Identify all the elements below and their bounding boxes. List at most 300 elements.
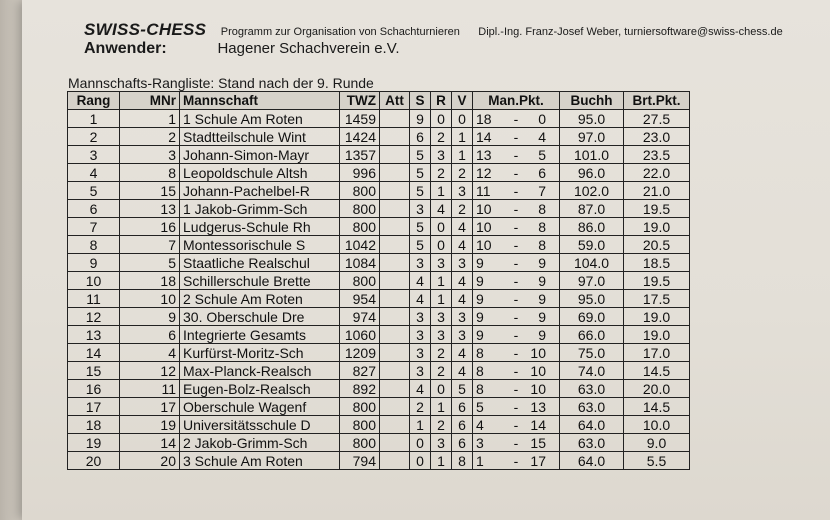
cell-r: 3 [431, 434, 452, 452]
cell-s: 3 [410, 344, 431, 362]
cell-brt: 23.5 [624, 146, 690, 164]
cell-att [380, 308, 410, 326]
cell-r: 1 [431, 398, 452, 416]
cell-twz: 800 [340, 416, 380, 434]
match-points-against: 14 [530, 416, 546, 433]
cell-att [380, 326, 410, 344]
match-points-sep: - [513, 182, 519, 199]
match-points-sep: - [513, 128, 519, 145]
match-points-sep: - [513, 344, 519, 361]
table-row [68, 110, 690, 128]
cell-rang: 17 [68, 398, 120, 416]
cell-team: Johann-Simon-Mayr [180, 146, 340, 164]
cell-mnr: 2 [120, 128, 180, 146]
match-points-for: 10 [476, 200, 492, 217]
match-points-sep: - [513, 272, 519, 289]
cell-buchh: 63.0 [560, 434, 624, 452]
cell-twz: 892 [340, 380, 380, 398]
match-points-for: 14 [476, 128, 492, 145]
cell-team: 3 Schule Am Roten [180, 452, 340, 470]
match-points-against: 4 [538, 128, 546, 145]
cell-buchh: 74.0 [560, 362, 624, 380]
match-points-sep: - [513, 308, 519, 325]
match-points-sep: - [513, 218, 519, 235]
table-row [68, 452, 690, 470]
cell-r: 1 [431, 182, 452, 200]
cell-r: 0 [431, 380, 452, 398]
cell-rang: 12 [68, 308, 120, 326]
cell-r: 3 [431, 254, 452, 272]
cell-buchh: 97.0 [560, 272, 624, 290]
match-points-against: 0 [538, 110, 546, 127]
cell-r: 1 [431, 452, 452, 470]
cell-v: 6 [452, 398, 473, 416]
table-body [68, 110, 690, 470]
cell-mnr: 6 [120, 326, 180, 344]
cell-buchh: 97.0 [560, 128, 624, 146]
cell-team: Staatliche Realschul [180, 254, 340, 272]
cell-rang: 7 [68, 218, 120, 236]
col-twz: TWZ [340, 92, 380, 110]
cell-s: 5 [410, 182, 431, 200]
user-label: Anwender: [84, 40, 167, 57]
cell-mnr: 7 [120, 236, 180, 254]
cell-v: 6 [452, 416, 473, 434]
table-row [68, 236, 690, 254]
match-points-sep: - [513, 164, 519, 181]
cell-buchh: 96.0 [560, 164, 624, 182]
cell-team: Montessorischule S [180, 236, 340, 254]
table-row [68, 218, 690, 236]
match-points-against: 13 [530, 398, 546, 415]
match-points-against: 9 [538, 326, 546, 343]
match-points-for: 12 [476, 164, 492, 181]
cell-v: 5 [452, 380, 473, 398]
program-subtitle: Programm zur Organisation von Schachturnieren [220, 26, 460, 38]
match-points-for: 9 [476, 326, 484, 343]
cell-brt: 17.0 [624, 344, 690, 362]
match-points-against: 17 [530, 452, 546, 469]
cell-buchh: 59.0 [560, 236, 624, 254]
cell-mnr: 15 [120, 182, 180, 200]
cell-twz: 1209 [340, 344, 380, 362]
cell-rang: 4 [68, 164, 120, 182]
table-row [68, 362, 690, 380]
cell-team: Universitätsschule D [180, 416, 340, 434]
cell-twz: 954 [340, 290, 380, 308]
cell-twz: 1459 [340, 110, 380, 128]
cell-twz: 800 [340, 272, 380, 290]
cell-match-points [473, 128, 560, 146]
cell-team: 1 Jakob-Grimm-Sch [180, 200, 340, 218]
cell-v: 3 [452, 254, 473, 272]
cell-s: 5 [410, 146, 431, 164]
cell-s: 3 [410, 326, 431, 344]
cell-match-points [473, 200, 560, 218]
match-points-sep: - [513, 362, 519, 379]
cell-brt: 19.5 [624, 200, 690, 218]
match-points-for: 8 [476, 362, 484, 379]
cell-mnr: 5 [120, 254, 180, 272]
cell-r: 2 [431, 344, 452, 362]
cell-att [380, 398, 410, 416]
cell-rang: 15 [68, 362, 120, 380]
match-points-for: 1 [476, 452, 484, 469]
cell-v: 4 [452, 218, 473, 236]
cell-match-points [473, 218, 560, 236]
cell-s: 5 [410, 164, 431, 182]
cell-mnr: 16 [120, 218, 180, 236]
cell-r: 0 [431, 110, 452, 128]
cell-team: Oberschule Wagenf [180, 398, 340, 416]
cell-buchh: 102.0 [560, 182, 624, 200]
cell-att [380, 200, 410, 218]
cell-s: 4 [410, 290, 431, 308]
table-row [68, 290, 690, 308]
cell-brt: 14.5 [624, 398, 690, 416]
cell-rang: 16 [68, 380, 120, 398]
cell-rang: 11 [68, 290, 120, 308]
ranking-table [67, 91, 690, 470]
cell-mnr: 13 [120, 200, 180, 218]
cell-rang: 20 [68, 452, 120, 470]
cell-rang: 5 [68, 182, 120, 200]
cell-r: 0 [431, 236, 452, 254]
match-points-for: 13 [476, 146, 492, 163]
cell-match-points [473, 272, 560, 290]
cell-mnr: 12 [120, 362, 180, 380]
cell-v: 3 [452, 326, 473, 344]
cell-att [380, 380, 410, 398]
match-points-sep: - [513, 146, 519, 163]
cell-mnr: 18 [120, 272, 180, 290]
cell-att [380, 218, 410, 236]
match-points-sep: - [513, 200, 519, 217]
cell-brt: 5.5 [624, 452, 690, 470]
cell-match-points [473, 326, 560, 344]
match-points-for: 9 [476, 272, 484, 289]
cell-team: Eugen-Bolz-Realsch [180, 380, 340, 398]
table-row [68, 128, 690, 146]
cell-team: Schillerschule Brette [180, 272, 340, 290]
cell-mnr: 9 [120, 308, 180, 326]
col-att: Att [380, 92, 410, 110]
match-points-sep: - [513, 110, 519, 127]
match-points-for: 9 [476, 290, 484, 307]
cell-rang: 14 [68, 344, 120, 362]
cell-brt: 21.0 [624, 182, 690, 200]
cell-mnr: 17 [120, 398, 180, 416]
table-row [68, 308, 690, 326]
cell-s: 5 [410, 236, 431, 254]
col-r: R [431, 92, 452, 110]
match-points-against: 10 [530, 362, 546, 379]
table-row [68, 326, 690, 344]
match-points-against: 5 [538, 146, 546, 163]
match-points-for: 8 [476, 344, 484, 361]
cell-buchh: 69.0 [560, 308, 624, 326]
cell-team: Integrierte Gesamts [180, 326, 340, 344]
table-row [68, 272, 690, 290]
match-points-against: 7 [538, 182, 546, 199]
match-points-against: 15 [530, 434, 546, 451]
cell-brt: 27.5 [624, 110, 690, 128]
cell-s: 3 [410, 200, 431, 218]
cell-r: 4 [431, 200, 452, 218]
match-points-for: 3 [476, 434, 484, 451]
cell-v: 6 [452, 434, 473, 452]
cell-rang: 8 [68, 236, 120, 254]
cell-v: 3 [452, 182, 473, 200]
match-points-against: 9 [538, 272, 546, 289]
cell-att [380, 146, 410, 164]
cell-team: Johann-Pachelbel-R [180, 182, 340, 200]
cell-rang: 13 [68, 326, 120, 344]
cell-att [380, 362, 410, 380]
cell-buchh: 64.0 [560, 452, 624, 470]
cell-v: 4 [452, 272, 473, 290]
match-points-against: 10 [530, 344, 546, 361]
table-row [68, 254, 690, 272]
cell-r: 2 [431, 362, 452, 380]
cell-buchh: 63.0 [560, 398, 624, 416]
match-points-sep: - [513, 254, 519, 271]
table-row [68, 146, 690, 164]
cell-rang: 1 [68, 110, 120, 128]
cell-brt: 19.0 [624, 326, 690, 344]
cell-brt: 19.0 [624, 308, 690, 326]
cell-match-points [473, 254, 560, 272]
table-row [68, 344, 690, 362]
col-s: S [410, 92, 431, 110]
cell-buchh: 64.0 [560, 416, 624, 434]
cell-s: 0 [410, 452, 431, 470]
cell-buchh: 75.0 [560, 344, 624, 362]
match-points-sep: - [513, 236, 519, 253]
col-rang: Rang [68, 92, 120, 110]
table-row [68, 398, 690, 416]
cell-v: 1 [452, 128, 473, 146]
cell-r: 2 [431, 164, 452, 182]
cell-s: 5 [410, 218, 431, 236]
user-name: Hagener Schachverein e.V. [217, 40, 400, 57]
cell-team: 2 Jakob-Grimm-Sch [180, 434, 340, 452]
cell-s: 3 [410, 362, 431, 380]
cell-match-points [473, 398, 560, 416]
match-points-sep: - [513, 380, 519, 397]
cell-rang: 19 [68, 434, 120, 452]
col-brt: Brt.Pkt. [624, 92, 690, 110]
cell-twz: 1084 [340, 254, 380, 272]
cell-att [380, 164, 410, 182]
match-points-sep: - [513, 290, 519, 307]
cell-team: Max-Planck-Realsch [180, 362, 340, 380]
match-points-for: 9 [476, 254, 484, 271]
cell-match-points [473, 146, 560, 164]
cell-rang: 3 [68, 146, 120, 164]
cell-mnr: 10 [120, 290, 180, 308]
cell-twz: 800 [340, 218, 380, 236]
cell-twz: 800 [340, 182, 380, 200]
cell-brt: 23.0 [624, 128, 690, 146]
cell-v: 1 [452, 146, 473, 164]
cell-mnr: 11 [120, 380, 180, 398]
cell-r: 1 [431, 272, 452, 290]
match-points-against: 8 [538, 200, 546, 217]
cell-att [380, 182, 410, 200]
cell-buchh: 104.0 [560, 254, 624, 272]
match-points-against: 8 [538, 236, 546, 253]
cell-mnr: 14 [120, 434, 180, 452]
table-row [68, 164, 690, 182]
cell-mnr: 8 [120, 164, 180, 182]
cell-s: 0 [410, 434, 431, 452]
cell-team: Kurfürst-Moritz-Sch [180, 344, 340, 362]
match-points-for: 11 [476, 182, 491, 199]
cell-buchh: 66.0 [560, 326, 624, 344]
cell-brt: 10.0 [624, 416, 690, 434]
cell-rang: 6 [68, 200, 120, 218]
cell-v: 2 [452, 200, 473, 218]
match-points-for: 10 [476, 236, 492, 253]
cell-twz: 1424 [340, 128, 380, 146]
cell-s: 4 [410, 380, 431, 398]
cell-rang: 10 [68, 272, 120, 290]
match-points-against: 9 [538, 308, 546, 325]
match-points-sep: - [513, 434, 519, 451]
cell-att [380, 434, 410, 452]
cell-buchh: 101.0 [560, 146, 624, 164]
cell-s: 2 [410, 398, 431, 416]
cell-buchh: 95.0 [560, 290, 624, 308]
table-row [68, 416, 690, 434]
cell-buchh: 95.0 [560, 110, 624, 128]
cell-brt: 20.5 [624, 236, 690, 254]
match-points-for: 5 [476, 398, 484, 415]
cell-att [380, 128, 410, 146]
cell-brt: 17.5 [624, 290, 690, 308]
cell-s: 9 [410, 110, 431, 128]
user-line [84, 40, 400, 58]
cell-team: Stadtteilschule Wint [180, 128, 340, 146]
cell-att [380, 110, 410, 128]
cell-rang: 9 [68, 254, 120, 272]
cell-att [380, 344, 410, 362]
cell-twz: 1357 [340, 146, 380, 164]
cell-team: Leopoldschule Altsh [180, 164, 340, 182]
cell-brt: 20.0 [624, 380, 690, 398]
match-points-for: 10 [476, 218, 492, 235]
cell-s: 3 [410, 254, 431, 272]
col-mp: Man.Pkt. [473, 92, 560, 110]
cell-v: 4 [452, 362, 473, 380]
document-header [84, 20, 783, 40]
cell-match-points [473, 344, 560, 362]
author-info: Dipl.-Ing. Franz-Josef Weber, turniersoftware@swiss-chess.de [478, 26, 783, 38]
cell-brt: 22.0 [624, 164, 690, 182]
match-points-against: 6 [538, 164, 546, 181]
match-points-against: 10 [530, 380, 546, 397]
cell-brt: 19.0 [624, 218, 690, 236]
cell-s: 3 [410, 308, 431, 326]
cell-twz: 1060 [340, 326, 380, 344]
col-mnr: MNr [120, 92, 180, 110]
cell-v: 4 [452, 290, 473, 308]
cell-team: 2 Schule Am Roten [180, 290, 340, 308]
cell-brt: 18.5 [624, 254, 690, 272]
cell-twz: 974 [340, 308, 380, 326]
cell-r: 0 [431, 218, 452, 236]
cell-twz: 800 [340, 434, 380, 452]
col-team: Mannschaft [180, 92, 340, 110]
cell-match-points [473, 452, 560, 470]
table-row [68, 200, 690, 218]
cell-v: 4 [452, 344, 473, 362]
cell-mnr: 19 [120, 416, 180, 434]
cell-att [380, 254, 410, 272]
cell-twz: 1042 [340, 236, 380, 254]
cell-rang: 2 [68, 128, 120, 146]
cell-att [380, 272, 410, 290]
cell-match-points [473, 434, 560, 452]
match-points-sep: - [513, 452, 519, 469]
cell-twz: 827 [340, 362, 380, 380]
cell-buchh: 86.0 [560, 218, 624, 236]
cell-match-points [473, 182, 560, 200]
match-points-for: 8 [476, 380, 484, 397]
cell-mnr: 3 [120, 146, 180, 164]
cell-r: 2 [431, 128, 452, 146]
cell-s: 1 [410, 416, 431, 434]
match-points-for: 18 [476, 110, 492, 127]
cell-mnr: 4 [120, 344, 180, 362]
cell-v: 2 [452, 164, 473, 182]
cell-s: 4 [410, 272, 431, 290]
match-points-for: 9 [476, 308, 484, 325]
match-points-sep: - [513, 398, 519, 415]
cell-mnr: 20 [120, 452, 180, 470]
cell-buchh: 87.0 [560, 200, 624, 218]
cell-brt: 14.5 [624, 362, 690, 380]
match-points-against: 9 [538, 290, 546, 307]
table-title: Mannschafts-Rangliste: Stand nach der 9. Runde [68, 75, 374, 91]
cell-r: 3 [431, 326, 452, 344]
cell-match-points [473, 236, 560, 254]
cell-team: 1 Schule Am Roten [180, 110, 340, 128]
col-buchh: Buchh [560, 92, 624, 110]
cell-match-points [473, 290, 560, 308]
cell-brt: 9.0 [624, 434, 690, 452]
cell-s: 6 [410, 128, 431, 146]
cell-team: Ludgerus-Schule Rh [180, 218, 340, 236]
table-row [68, 182, 690, 200]
cell-att [380, 236, 410, 254]
cell-twz: 996 [340, 164, 380, 182]
cell-twz: 794 [340, 452, 380, 470]
cell-mnr: 1 [120, 110, 180, 128]
cell-match-points [473, 164, 560, 182]
cell-v: 8 [452, 452, 473, 470]
table-header-row [68, 92, 690, 110]
cell-rang: 18 [68, 416, 120, 434]
cell-r: 1 [431, 290, 452, 308]
brand-name: SWISS-CHESS [84, 20, 207, 39]
cell-r: 3 [431, 308, 452, 326]
match-points-sep: - [513, 416, 519, 433]
cell-r: 3 [431, 146, 452, 164]
cell-brt: 19.5 [624, 272, 690, 290]
cell-match-points [473, 416, 560, 434]
